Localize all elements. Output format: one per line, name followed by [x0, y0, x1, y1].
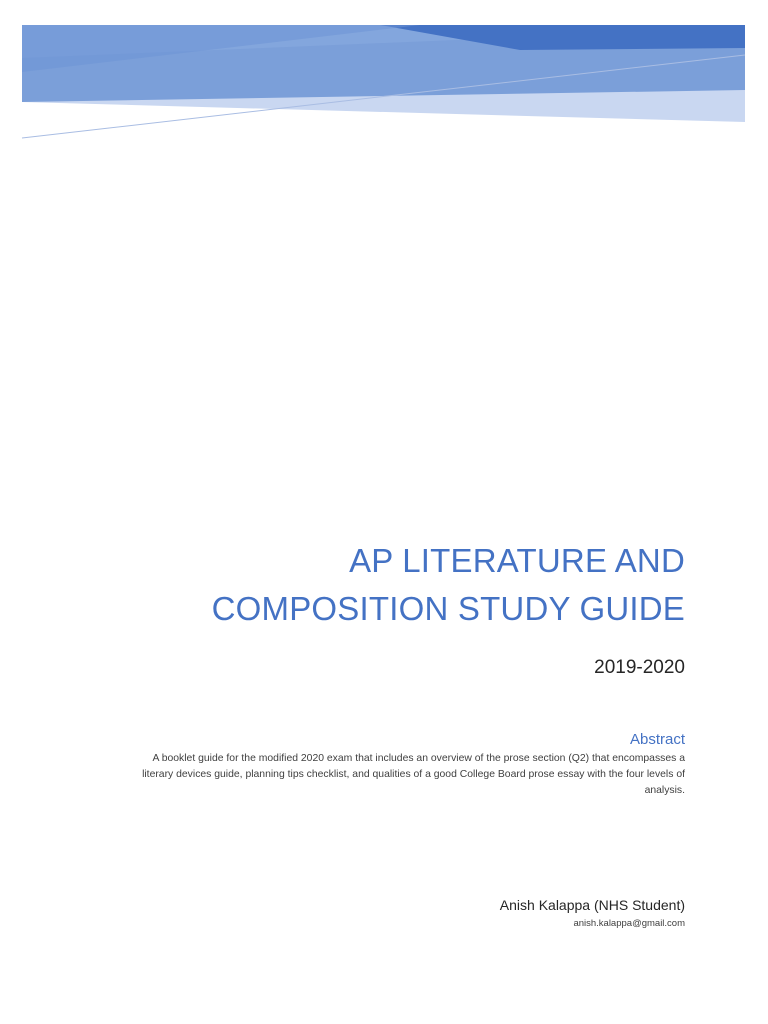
abstract-heading: Abstract: [629, 731, 685, 748]
document-title: [85, 537, 685, 633]
title-line-2: COMPOSITION STUDY GUIDE: [211, 590, 685, 627]
header-banner-decoration: [0, 0, 768, 150]
author-email: anish.kalappa@gmail.com: [573, 918, 685, 929]
title-line-1: AP LITERATURE AND: [349, 542, 685, 579]
author-name: Anish Kalappa (NHS Student): [499, 897, 685, 913]
document-year: 2019-2020: [594, 657, 685, 678]
abstract-body: A booklet guide for the modified 2020 exam that includes an overview of the prose section (Q2) that encompasses a literary devices guide, planning tips checklist, and qualities of a good College Board prose essay with the four levels of analysis.: [142, 753, 685, 796]
